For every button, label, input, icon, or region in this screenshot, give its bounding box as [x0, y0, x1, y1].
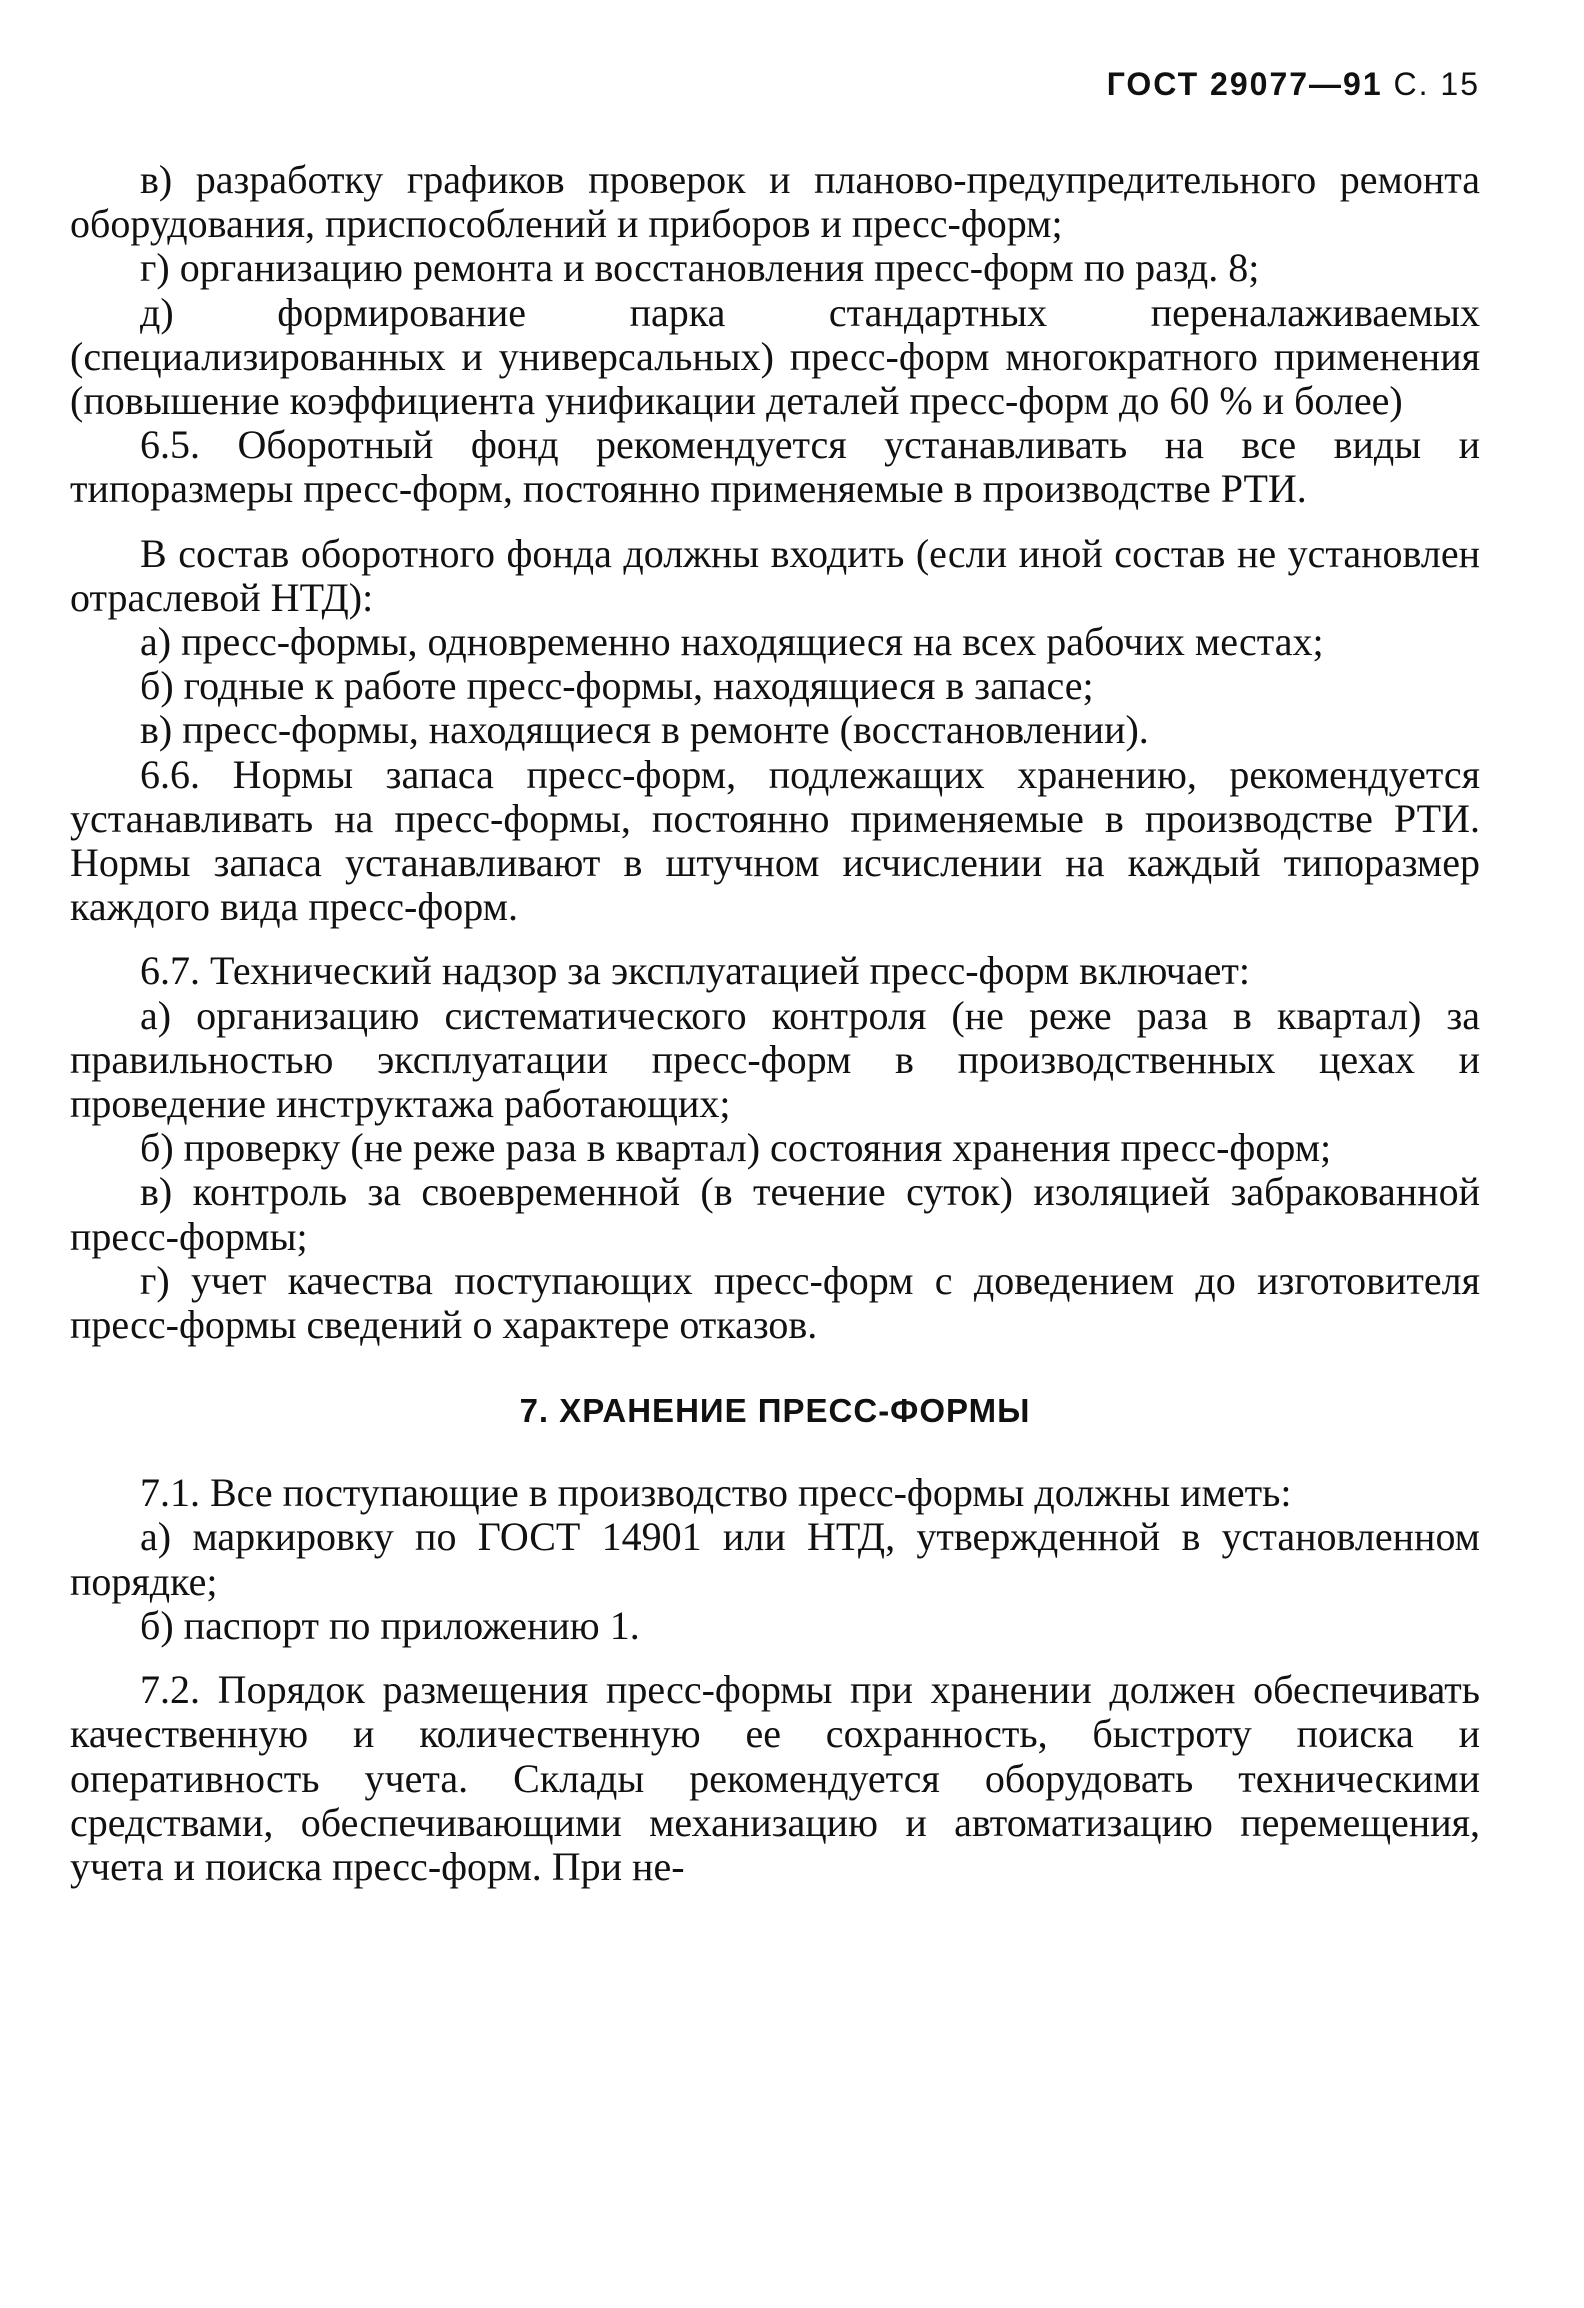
fund-item-a: а) пресс-формы, одновременно находящиеся на всех рабочих местах; [140, 619, 1324, 665]
supervision-item-b: б) проверку (не реже раза в квартал) состояния хранения пресс-форм; [140, 1125, 1332, 1171]
running-header [70, 60, 1480, 108]
clause-6-7: 6.7. Технический надзор за эксплуатацией пресс-форм включает: [140, 948, 1251, 994]
document-page [70, 60, 1480, 2280]
clause-6-5: 6.5. Оборотный фонд рекомендуется устанавливать на все виды и типоразмеры пресс-форм, постоянно применяемые в производстве РТИ. [70, 422, 1480, 512]
standard-number: ГОСТ 29077—91 [1106, 66, 1383, 102]
clause-6-6: 6.6. Нормы запаса пресс-форм, подлежащих хранению, рекомендуется устанавливать на пресс-формы, постоянно применяемые в производстве РТИ. Нормы запаса устанавливают в штучном исчислении на каждый типоразмер каждого вида пресс-форм. [70, 751, 1480, 930]
marking-item-a: а) маркировку по ГОСТ 14901 или НТД, утвержденной в установленном порядке; [70, 1514, 1480, 1604]
clause-7-2: 7.2. Порядок размещения пресс-формы при хранении должен обеспечивать качественную и количественную ее сохранность, быстроту поиска и оперативность учета. Склады рекомендуется оборудовать техническими средствами, обеспечивающими механизацию и автоматизацию перемещения, учета и поиска пресс-форм. При не- [70, 1667, 1480, 1889]
passport-item-b: б) паспорт по приложению 1. [140, 1602, 640, 1648]
item-d-park: д) формирование парка стандартных переналаживаемых (специализированных и универсальных) пресс-форм многократного применения (повышение коэффициента унификации деталей пресс-форм до 60 % и более) [70, 289, 1480, 424]
supervision-item-a: а) организацию систематического контроля (не реже раза в квартал) за правильностью эксплуатации пресс-форм в производственных цехах и проведение инструктажа работающих; [70, 992, 1480, 1127]
supervision-item-v: в) контроль за своевременной (в течение суток) изоляцией забракованной пресс-формы; [70, 1169, 1480, 1259]
section-7-heading: 7. ХРАНЕНИЕ ПРЕСС-ФОРМЫ [519, 1392, 1031, 1430]
page-number: С. 15 [1393, 66, 1480, 102]
supervision-item-g: г) учет качества поступающих пресс-форм с доведением до изготовителя пресс-формы сведений о характере отказов. [70, 1257, 1480, 1348]
item-v-schedules: в) разработку графиков проверок и планово-предупредительного ремонта оборудования, приспособлений и приборов и пресс-форм; [70, 157, 1480, 247]
fund-composition-intro: В состав оборотного фонда должны входить (если иной состав не установлен отраслевой НТД): [70, 530, 1480, 620]
fund-item-b: б) годные к работе пресс-формы, находящиеся в запасе; [140, 663, 1094, 709]
item-g-repair: г) организацию ремонта и восстановления пресс-форм по разд. 8; [140, 245, 1260, 291]
clause-7-1: 7.1. Все поступающие в производство пресс-формы должны иметь: [140, 1470, 1292, 1516]
fund-item-v: в) пресс-формы, находящиеся в ремонте (восстановлении). [140, 707, 1149, 753]
